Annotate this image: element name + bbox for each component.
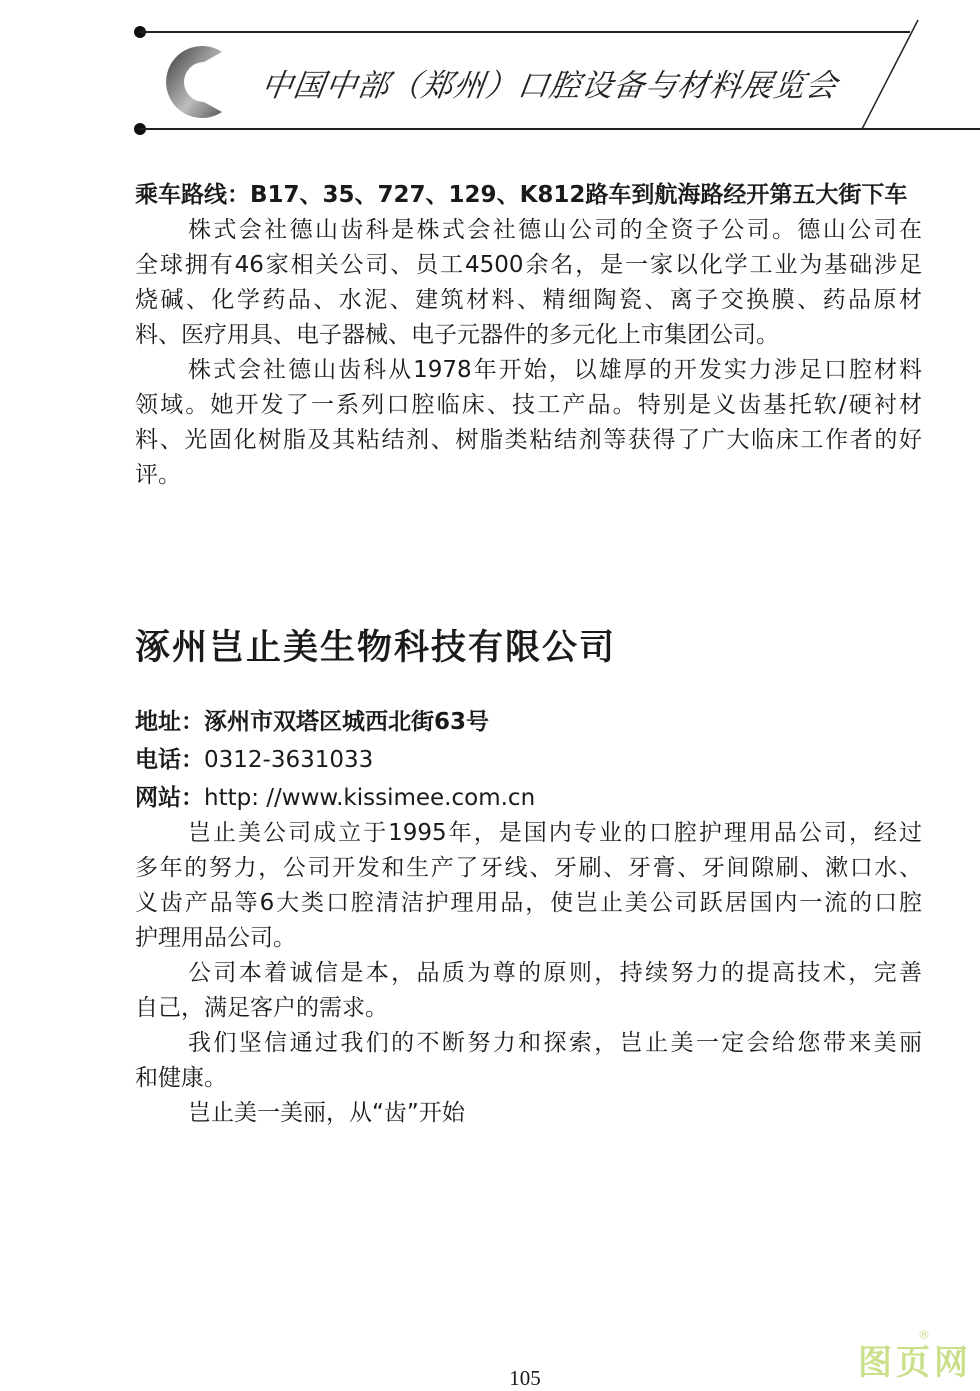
address-label: 地址： [135, 709, 204, 735]
paragraph-line: 株式会社德山齿科从1978年开始，以雄厚的开发实力涉足口腔材料 [188, 357, 922, 383]
paragraph-line: 料、医疗用具、电子器械、电子元器件的多元化上市集团公司。 [135, 322, 779, 348]
route-line [135, 178, 922, 213]
phone-label: 电话： [135, 747, 204, 773]
paragraph-line: 全球拥有46家相关公司、员工4500余名，是一家以化学工业为基础涉足 [135, 252, 922, 278]
paragraph-line: 岂止美公司成立于1995年，是国内专业的口腔护理用品公司，经过 [188, 820, 922, 846]
paragraph-line: 义齿产品等6大类口腔清洁护理用品，使岂止美公司跃居国内一流的口腔 [135, 890, 922, 916]
paragraph-line: 公司本着诚信是本，品质为尊的原则，持续努力的提高技术，完善 [188, 960, 922, 986]
paragraph-line: 护理用品公司。 [135, 925, 296, 951]
company-name: 涿州岂止美生物科技有限公司 [135, 628, 617, 668]
route-value: B17、35、727、129、K812路车到航海路经开第五大街下车 [250, 182, 908, 208]
paragraph-line: 评。 [135, 462, 181, 488]
paragraph-line: 领域。她开发了一系列口腔临床、技工产品。特别是义齿基托软/硬衬材 [135, 392, 922, 418]
logo-c-icon [166, 46, 222, 118]
route-label: 乘车路线： [135, 182, 250, 208]
paragraph-line: 料、光固化树脂及其粘结剂、树脂类粘结剂等获得了广大临床工作者的好 [135, 427, 922, 453]
registered-mark: ® [918, 1328, 930, 1342]
paragraph-line: 株式会社德山齿科是株式会社德山公司的全资子公司。德山公司在 [188, 217, 922, 243]
address-line [135, 705, 922, 740]
paragraph-line: 我们坚信通过我们的不断努力和探索，岂止美一定会给您带来美丽 [188, 1030, 922, 1056]
website-label: 网站： [135, 785, 204, 811]
address-value: 涿州市双塔区城西北街63号 [204, 709, 490, 735]
website-value[interactable]: http: //www.kissimee.com.cn [204, 785, 536, 811]
phone-line [135, 743, 922, 778]
page-number: 105 [509, 1366, 541, 1390]
phone-value: 0312-3631033 [204, 747, 374, 773]
website-line [135, 781, 922, 816]
paragraph-line: 烧碱、化学药品、水泥、建筑材料、精细陶瓷、离子交换膜、药品原材 [135, 287, 922, 313]
watermark-logo: 图页网 [858, 1343, 972, 1383]
header-title: 中国中部（郑州）口腔设备与材料展览会 [258, 68, 841, 104]
paragraph-line: 和健康。 [135, 1065, 227, 1091]
page-header [0, 0, 980, 150]
paragraph-line: 自己，满足客户的需求。 [135, 995, 388, 1021]
paragraph-line: 多年的努力，公司开发和生产了牙线、牙刷、牙膏、牙间隙刷、漱口水、 [135, 855, 922, 881]
paragraph-line: 岂止美一美丽，从“齿”开始 [188, 1100, 465, 1126]
